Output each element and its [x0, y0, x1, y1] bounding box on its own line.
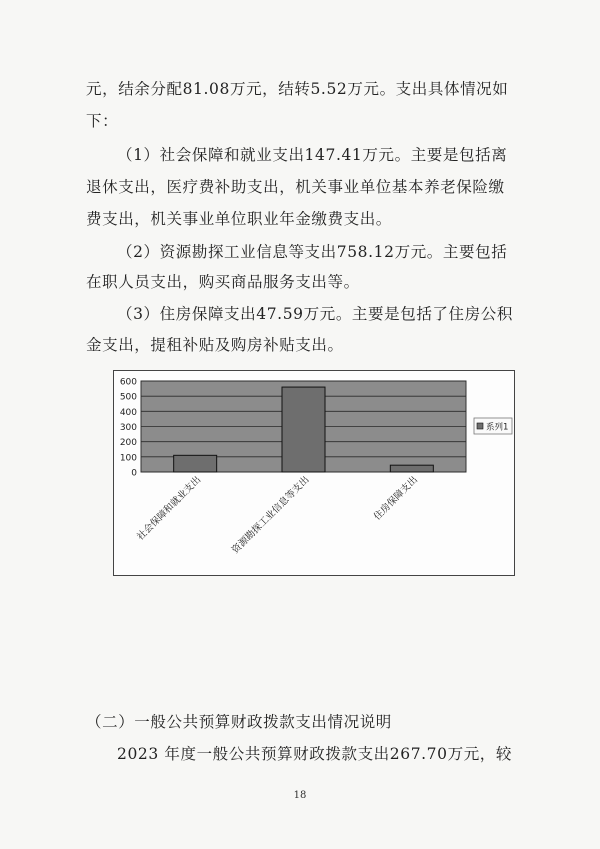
section-heading: （二）一般公共预算财政拨款支出情况说明: [86, 713, 392, 731]
y-tick-label: 200: [119, 438, 137, 449]
x-category-label: 社会保障和就业支出: [135, 474, 204, 543]
list-item-1-line: （1）社会保障和就业支出147.41万元。主要是包括离: [117, 146, 508, 164]
list-item-1-line: 退休支出，医疗费补助支出，机关事业单位基本养老保险缴: [86, 178, 505, 196]
y-tick-label: 300: [119, 423, 137, 433]
bar: [174, 455, 217, 472]
legend-swatch: [477, 423, 483, 429]
list-item-3-line: （3）住房保障支出47.59万元。主要是包括了住房公积: [117, 305, 513, 323]
paragraph-line: 下：: [86, 112, 119, 130]
list-item-1-line: 费支出，机关事业单位职业年金缴费支出。: [86, 210, 392, 228]
paragraph-line: 元，结余分配81.08万元，结转5.52万元。支出具体情况如: [86, 80, 509, 98]
list-item-3-line: 金支出，提租补贴及购房补贴支出。: [86, 336, 344, 354]
section-body-line: 2023 年度一般公共预算财政拨款支出267.70万元，较: [117, 745, 513, 763]
y-tick-label: 500: [119, 392, 137, 403]
y-tick-label: 600: [119, 377, 137, 388]
x-category-label: 资源勘探工业信息等支出: [229, 474, 312, 557]
page-number: 18: [293, 790, 307, 801]
x-category-label: 住房保障支出: [371, 474, 420, 523]
bar: [282, 387, 325, 472]
bar: [390, 465, 433, 472]
bar-chart: [113, 370, 515, 576]
list-item-2-line: （2）资源勘探工业信息等支出758.12万元。主要包括: [117, 243, 508, 261]
y-tick-label: 0: [131, 468, 137, 479]
y-tick-label: 100: [119, 453, 137, 464]
y-tick-label: 400: [119, 407, 137, 418]
bar-chart-svg: [114, 371, 514, 575]
legend-label: 系列1: [486, 422, 509, 433]
list-item-2-line: 在职人员支出，购买商品服务支出等。: [86, 273, 360, 291]
